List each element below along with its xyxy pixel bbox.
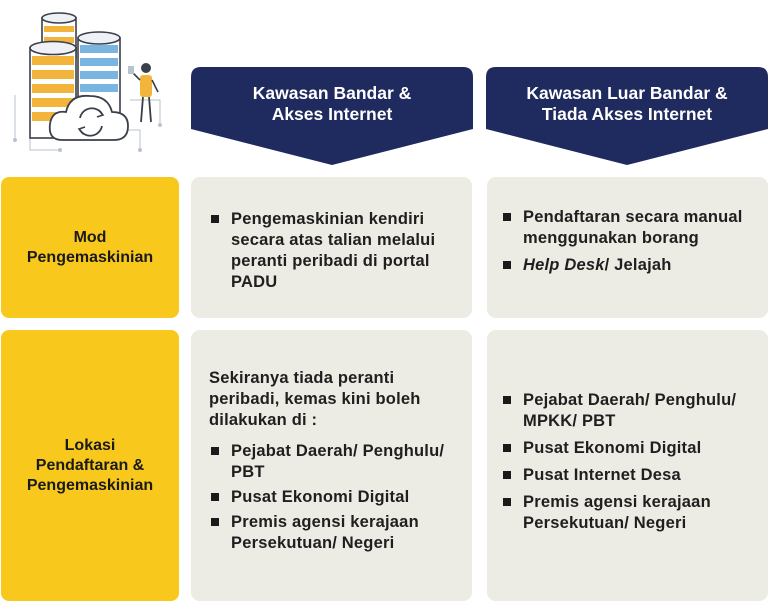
bullet-icon <box>211 518 219 526</box>
list-item-text: Premis agensi kerajaan Persekutuan/ Negeri <box>231 513 419 552</box>
column-header-rural <box>486 67 768 165</box>
bullet-icon <box>503 471 511 479</box>
bullet-list <box>501 390 756 534</box>
list-item-text: Pejabat Daerah/ Penghulu/ MPKK/ PBT <box>523 391 737 430</box>
bullet-icon <box>503 213 511 221</box>
list-item <box>209 441 462 483</box>
intro-text: Sekiranya tiada peranti peribadi, kemas kini boleh dilakukan di : <box>209 369 421 429</box>
cell-mod-urban <box>191 177 472 318</box>
list-item <box>209 487 462 508</box>
row-label-line: Mod <box>73 228 107 246</box>
cloud-database-illustration <box>0 0 180 165</box>
person-icon <box>128 63 158 122</box>
jelajah-text: / Jelajah <box>604 256 672 274</box>
cell-lokasi-rural <box>487 330 768 601</box>
bullet-list <box>209 209 462 293</box>
bullet-icon <box>211 493 219 501</box>
list-item <box>501 465 756 486</box>
list-item <box>501 492 756 534</box>
list-item-text: Pejabat Daerah/ Penghulu/ PBT <box>231 442 445 481</box>
list-item-text: Pendaftaran secara manual menggunakan borang <box>523 208 743 247</box>
list-item <box>501 438 756 459</box>
bullet-icon <box>211 215 219 223</box>
column-header-title-line1: Kawasan Bandar & <box>252 83 412 103</box>
row-label-line: Pengemaskinian <box>26 476 154 494</box>
bullet-icon <box>503 396 511 404</box>
bullet-list <box>501 207 756 276</box>
list-item-text: Pengemaskinian kendiri secara atas talian melalui peranti peribadi di portal PADU <box>231 210 436 291</box>
cell-lokasi-urban <box>191 330 472 601</box>
row-label-lokasi <box>1 330 179 601</box>
row-label-line: Lokasi <box>64 436 116 454</box>
list-item <box>209 512 462 554</box>
list-item-text: Premis agensi kerajaan Persekutuan/ Negeri <box>523 493 711 532</box>
bullet-icon <box>503 498 511 506</box>
list-item <box>501 255 756 276</box>
column-header-title-line2: Akses Internet <box>271 104 393 124</box>
column-header-title-line1: Kawasan Luar Bandar & <box>526 83 728 103</box>
list-item <box>501 207 756 249</box>
list-item-text: Pusat Ekonomi Digital <box>231 488 410 506</box>
list-item <box>501 390 756 432</box>
helpdesk-text: Help Desk <box>523 256 605 274</box>
row-label-line: Pengemaskinian <box>26 248 154 266</box>
bullet-icon <box>211 447 219 455</box>
bullet-list <box>209 441 462 554</box>
column-header-urban <box>191 67 473 165</box>
list-item <box>209 209 462 293</box>
list-item-text: Pusat Ekonomi Digital <box>523 439 702 457</box>
row-label-mod-pengemaskinian <box>1 177 179 318</box>
row-label-line: Pendaftaran & <box>35 456 145 474</box>
column-header-title-line2: Tiada Akses Internet <box>541 104 713 124</box>
list-item-text: Pusat Internet Desa <box>523 466 681 484</box>
cell-mod-rural <box>487 177 768 318</box>
bullet-icon <box>503 444 511 452</box>
bullet-icon <box>503 261 511 269</box>
